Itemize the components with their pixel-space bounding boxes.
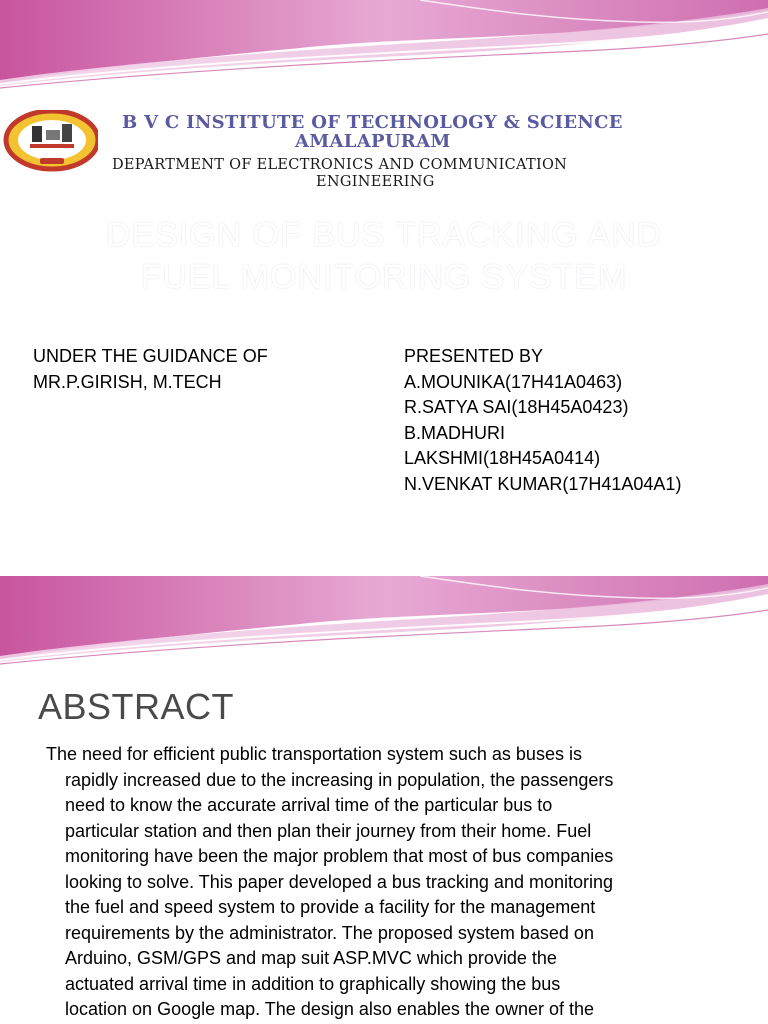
abstract-heading: ABSTRACT bbox=[38, 686, 235, 727]
presenters-heading: PRESENTED BY bbox=[404, 346, 544, 366]
abstract-line: monitoring have been the major problem that most of bus companies bbox=[65, 846, 614, 866]
college-emblem-icon bbox=[2, 110, 98, 174]
guide-name: MR.P.GIRISH, M.TECH bbox=[33, 371, 222, 392]
department-name-continued: ENGINEERING bbox=[316, 174, 435, 190]
abstract-line: actuated arrival time in addition to graphically showing the bus bbox=[65, 973, 561, 994]
decorative-wave-banner bbox=[0, 576, 768, 676]
abstract-line: looking to solve. This paper developed a bus tracking and monitoring bbox=[65, 871, 614, 892]
abstract-slide bbox=[0, 576, 768, 1024]
abstract-line: location on Google map. The design also enables the owner of the bbox=[65, 999, 595, 1019]
presenter-line: B.MADHURI bbox=[404, 422, 506, 443]
abstract-line: rapidly increased due to the increasing in population, the passengers bbox=[65, 769, 614, 790]
presenter-line: A.MOUNIKA(17H41A0463) bbox=[404, 371, 623, 392]
guide-heading: UNDER THE GUIDANCE OF bbox=[33, 346, 268, 366]
presenter-line: R.SATYA SAI(18H45A0423) bbox=[404, 397, 629, 417]
abstract-line: Arduino, GSM/GPS and map suit ASP.MVC which provide the bbox=[65, 948, 557, 968]
project-title bbox=[20, 214, 748, 298]
institute-city: AMALAPURAM bbox=[295, 131, 451, 152]
project-title-line: FUEL MONITORING SYSTEM bbox=[140, 258, 628, 296]
decorative-wave-banner bbox=[0, 0, 768, 100]
presenter-line: N.VENKAT KUMAR(17H41A04A1) bbox=[404, 473, 682, 494]
presenters-info bbox=[404, 344, 681, 497]
presenter-line: LAKSHMI(18H45A0414) bbox=[404, 448, 601, 468]
abstract-line: particular station and then plan their journey from their home. Fuel bbox=[65, 820, 592, 841]
abstract-line: the fuel and speed system to provide a facility for the management bbox=[65, 897, 596, 917]
institute-header bbox=[0, 108, 768, 194]
project-title-line: DESIGN OF BUS TRACKING AND bbox=[105, 216, 663, 254]
department-name: DEPARTMENT OF ELECTRONICS AND COMMUNICATION bbox=[112, 157, 568, 173]
guide-info bbox=[33, 344, 268, 395]
abstract-line: requirements by the administrator. The proposed system based on bbox=[65, 922, 594, 943]
institute-name: B V C INSTITUTE OF TECHNOLOGY & SCIENCE bbox=[122, 112, 623, 133]
abstract-body bbox=[46, 742, 742, 1023]
abstract-line: The need for efficient public transportation system such as buses is bbox=[46, 744, 582, 764]
abstract-line: need to know the accurate arrival time of the particular bus to bbox=[65, 795, 553, 815]
